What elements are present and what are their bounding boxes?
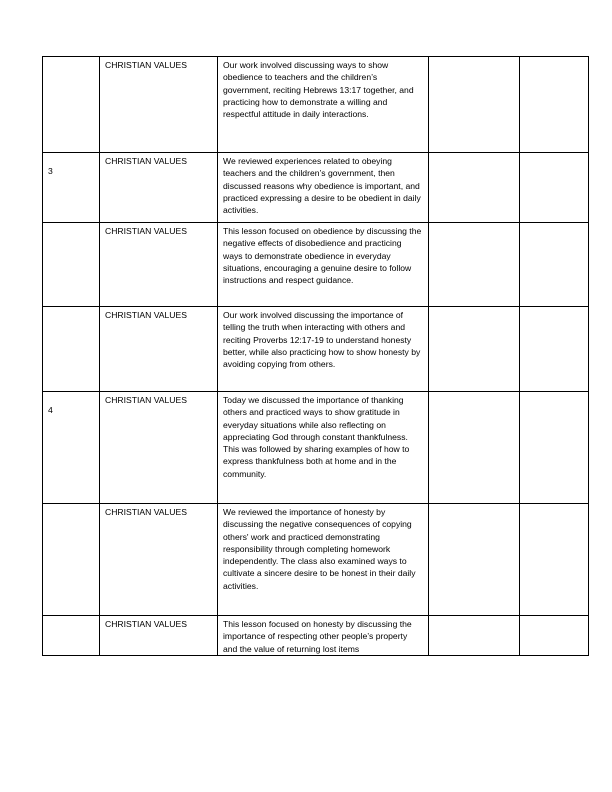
subject-cell: CHRISTIAN VALUES <box>100 616 218 656</box>
description-cell: Our work involved discussing ways to show obedience to teachers and the children’s government, reciting Hebrews 13:17 together, and practicing how to demonstrate a willing and respectful attitude in daily interactions. <box>218 57 429 153</box>
description-cell: We reviewed experiences related to obeying teachers and the children’s government, then discussed reasons why obedience is important, and practiced expressing a desire to be obedient in daily activities. <box>218 153 429 223</box>
table-row <box>43 392 589 504</box>
subject-cell: CHRISTIAN VALUES <box>100 57 218 153</box>
week-cell <box>43 504 100 616</box>
table-row <box>43 307 589 392</box>
week-cell <box>43 392 100 504</box>
empty-cell <box>429 616 520 656</box>
week-cell <box>43 153 100 223</box>
empty-cell <box>429 57 520 153</box>
empty-cell <box>429 223 520 307</box>
empty-cell <box>429 392 520 504</box>
description-cell: This lesson focused on honesty by discussing the importance of respecting other people’s property and the value of returning lost items <box>218 616 429 656</box>
empty-cell <box>429 153 520 223</box>
description-cell: This lesson focused on obedience by discussing the negative effects of disobedience and practicing ways to demonstrate obedience in everyday situations, encouraging a genuine desire to follow instructions and respect guidance. <box>218 223 429 307</box>
table-row <box>43 153 589 223</box>
table-row <box>43 504 589 616</box>
table-row <box>43 57 589 153</box>
week-number: 3 <box>48 166 53 176</box>
subject-cell: CHRISTIAN VALUES <box>100 307 218 392</box>
week-cell <box>43 307 100 392</box>
subject-cell: CHRISTIAN VALUES <box>100 153 218 223</box>
empty-cell <box>429 307 520 392</box>
empty-cell <box>520 307 589 392</box>
week-cell <box>43 616 100 656</box>
description-cell: Today we discussed the importance of thanking others and practiced ways to show gratitude in everyday situations while also reflecting on appreciating God through constant thankfulness. This was followed by sharing examples of how to express thankfulness both at home and in the community. <box>218 392 429 504</box>
table-row <box>43 616 589 656</box>
description-cell: Our work involved discussing the importance of telling the truth when interacting with others and reciting Proverbs 12:17-19 to understand honesty better, while also practicing how to show honesty by avoiding copying from others. <box>218 307 429 392</box>
week-cell <box>43 223 100 307</box>
empty-cell <box>520 392 589 504</box>
lesson-log-table <box>42 56 589 656</box>
empty-cell <box>429 504 520 616</box>
description-cell: We reviewed the importance of honesty by discussing the negative consequences of copying others' work and practiced demonstrating responsibility through completing homework independently. The class also examined ways to cultivate a sincere desire to be honest in their daily activities. <box>218 504 429 616</box>
subject-cell: CHRISTIAN VALUES <box>100 392 218 504</box>
empty-cell <box>520 616 589 656</box>
empty-cell <box>520 223 589 307</box>
empty-cell <box>520 153 589 223</box>
subject-cell: CHRISTIAN VALUES <box>100 223 218 307</box>
table-row <box>43 223 589 307</box>
week-number: 4 <box>48 405 53 415</box>
week-cell <box>43 57 100 153</box>
empty-cell <box>520 57 589 153</box>
empty-cell <box>520 504 589 616</box>
subject-cell: CHRISTIAN VALUES <box>100 504 218 616</box>
